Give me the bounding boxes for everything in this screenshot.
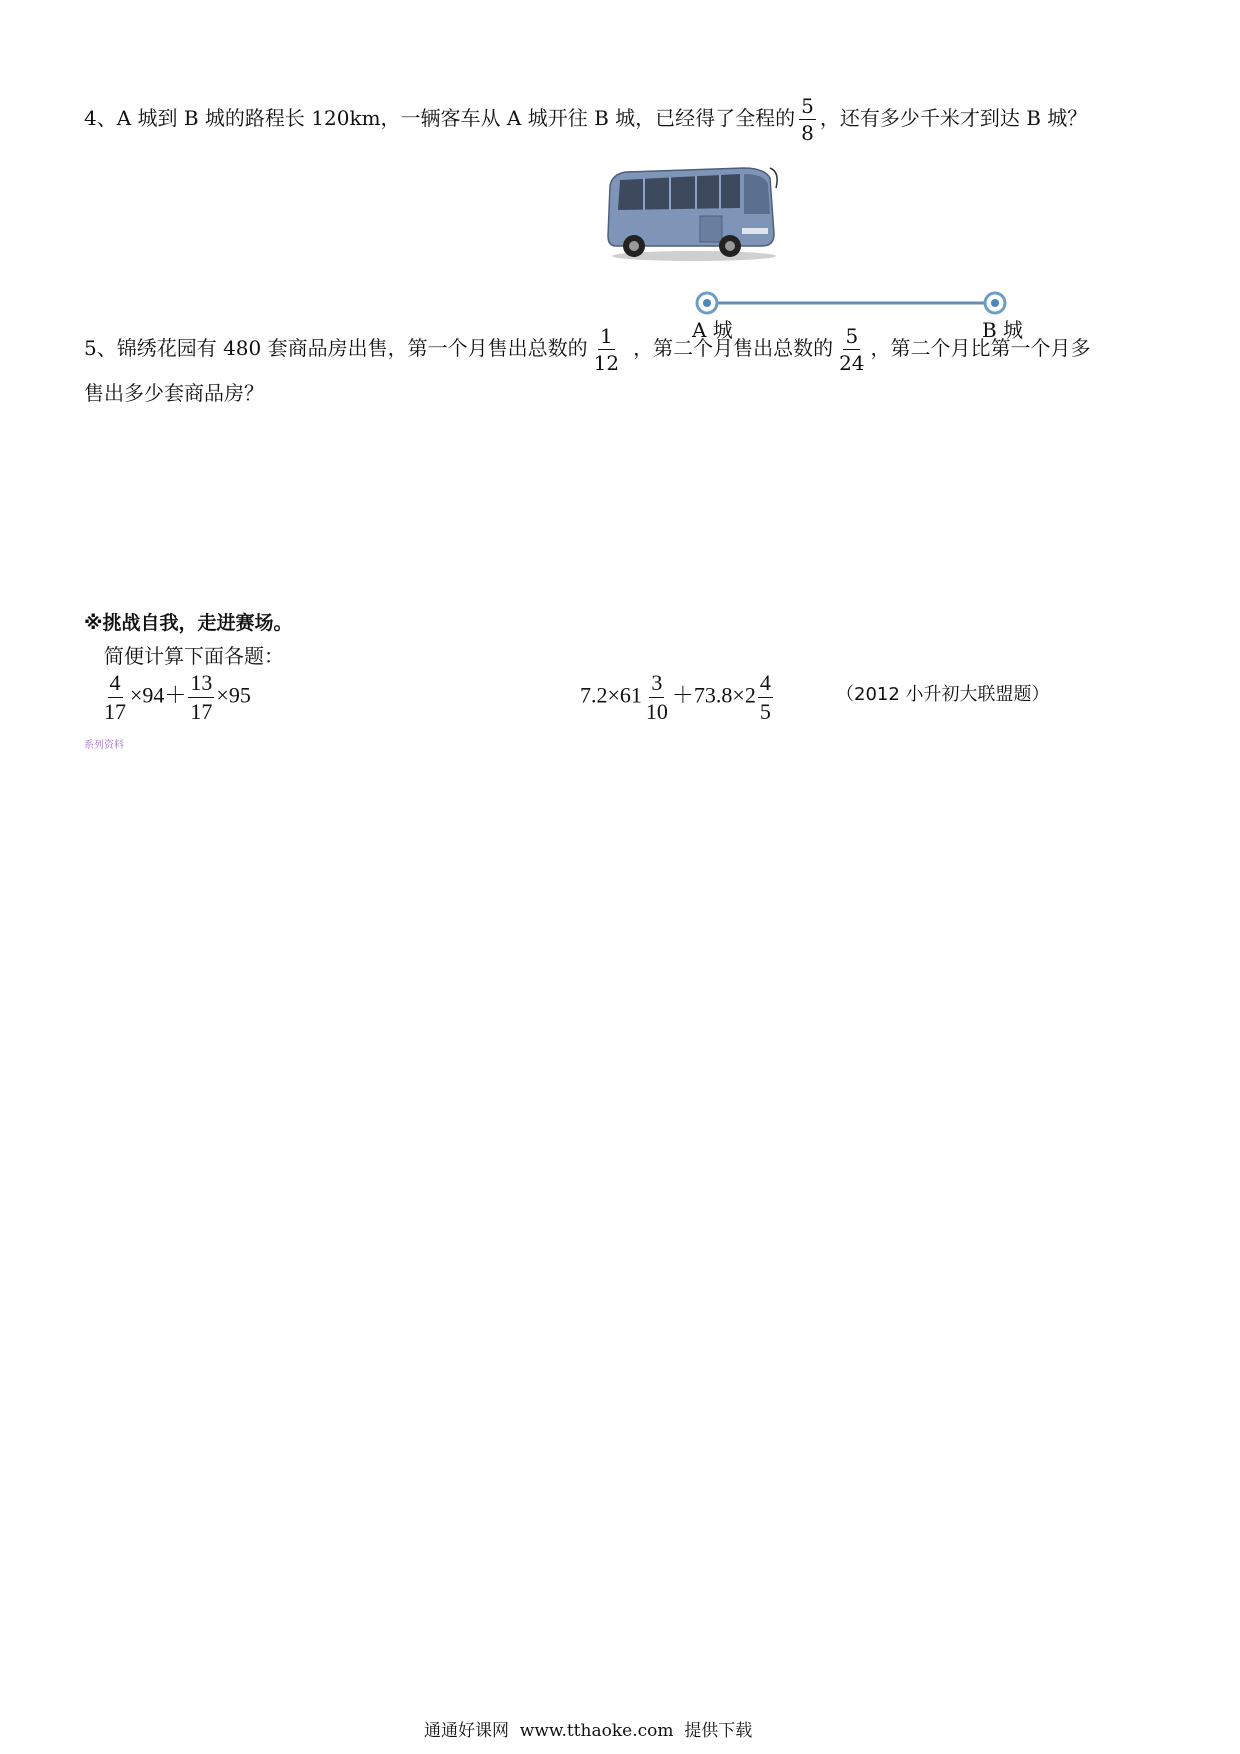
problem-5-text-mid: ，第二个月售出总数的 (633, 336, 834, 360)
problem-5-text-end: ，第二个月比第一个月多 (870, 336, 1091, 360)
challenge-instruction: 简便计算下面各题： (104, 644, 284, 668)
footer-text: 通通好课网 www.tthaoke.com 提供下载 (424, 1721, 753, 1741)
source-note: （2012 小升初大联盟题） (836, 684, 1050, 705)
problem-5-line-2: 售出多少套商品房？ (84, 381, 264, 405)
small-watermark: 系列资料 (84, 740, 124, 751)
fraction-5-24: $\frac{5}{24}$ (839, 324, 865, 375)
eq2-fraction-3-10: $\frac{3}{10}$ (645, 670, 668, 724)
problem-4 (84, 96, 1087, 143)
problem-5-text: 5、锦绣花园有 480 套商品房出售，第一个月售出总数的 (84, 336, 588, 360)
eq2-lead: 7.2×61 (580, 682, 642, 708)
eq1-fraction-4-17: $\frac{4}{17}$ (104, 670, 126, 724)
fraction-1-12: $\frac{1}{12}$ (593, 324, 620, 375)
problem-4-text: 4、A 城到 B 城的路程长 120km，一辆客车从 A 城开往 B 城，已经得了全程的 (84, 106, 796, 130)
equation-2 (580, 672, 775, 723)
problem-5 (84, 326, 1091, 373)
eq2-mid: ＋73.8×2 (671, 682, 756, 708)
label-b-city: B 城 (982, 318, 1024, 342)
eq2-fraction-4-5: $\frac{4}{5}$ (759, 670, 771, 724)
label-a-city: A 城 (692, 318, 733, 342)
eq1-fraction-13-17: $\frac{13}{17}$ (190, 670, 213, 724)
problem-4-text-end: ，还有多少千米才到达 B 城？ (819, 106, 1088, 130)
route-line-diagram (690, 290, 1010, 318)
equation-1 (100, 672, 251, 723)
eq1-operator-2: ×95 (216, 682, 251, 708)
bus-image (604, 164, 780, 262)
challenge-heading: ※挑战自我，走进赛场。 (84, 612, 293, 634)
eq1-operator-1: ×94＋ (130, 682, 187, 708)
fraction-5-8: $\frac{5}{8}$ (801, 94, 814, 145)
